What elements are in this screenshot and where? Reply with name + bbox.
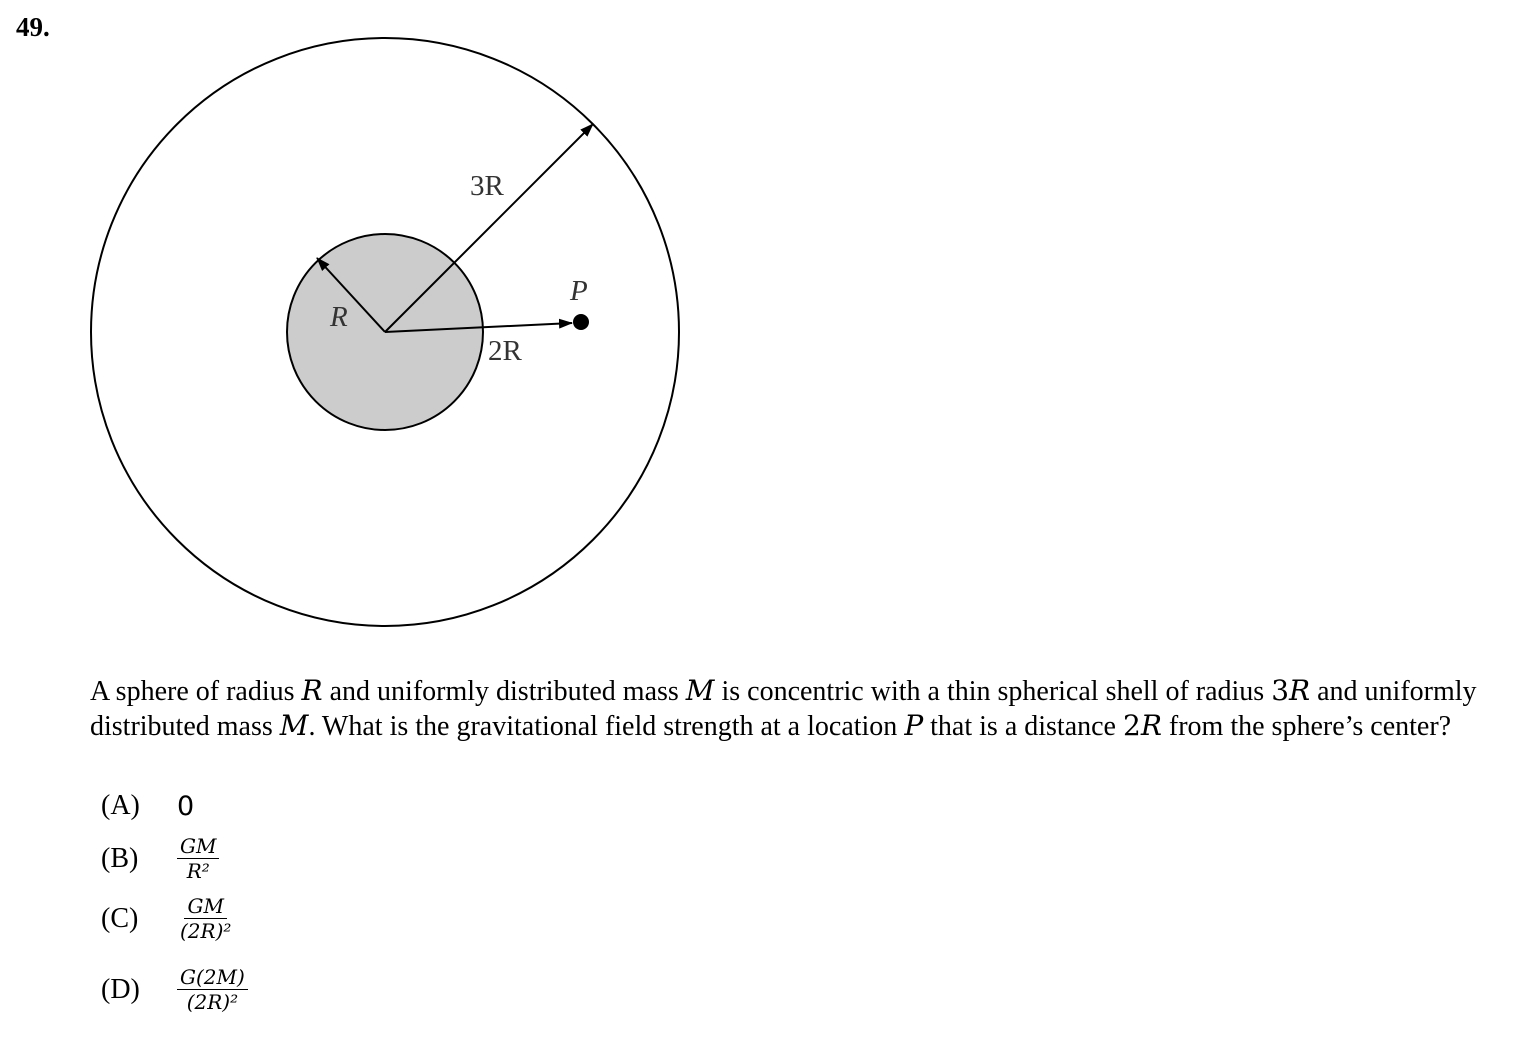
point-p-dot bbox=[573, 314, 589, 330]
choice-a-label: (A) bbox=[101, 790, 140, 821]
choice-c-label: (C) bbox=[101, 902, 139, 934]
choice-b-fraction bbox=[177, 834, 219, 883]
choice-d-denominator: (2R)² bbox=[186, 990, 239, 1014]
choice-c-fraction bbox=[177, 894, 234, 943]
choice-d-label: (D) bbox=[101, 973, 140, 1005]
choice-a-value: 0 bbox=[177, 790, 195, 822]
label-p: P bbox=[570, 275, 588, 307]
choice-a[interactable] bbox=[101, 790, 194, 822]
choice-b-label: (B) bbox=[101, 842, 139, 874]
label-r: R bbox=[330, 301, 348, 333]
choice-b[interactable] bbox=[101, 834, 219, 883]
label-2r: 2R bbox=[488, 335, 522, 367]
choice-d-numerator: G(2M) bbox=[177, 965, 248, 990]
label-3r: 3R bbox=[470, 170, 504, 202]
choice-d[interactable] bbox=[101, 965, 248, 1014]
choice-c-denominator: (2R)² bbox=[180, 919, 232, 943]
choice-c-numerator: GM bbox=[184, 894, 226, 919]
question-stem: A sphere of radius R and uniformly distributed mass M is concentric with a thin spherical shell of radius 3R and uniformly distributed mass M. What is the gravitational field strength at a location P that is a distance 2R from the sphere’s center? bbox=[90, 674, 1477, 742]
choice-d-fraction bbox=[177, 965, 248, 1014]
choice-b-denominator: R² bbox=[186, 859, 210, 883]
radius-3r-arrow bbox=[385, 124, 593, 332]
choice-c[interactable] bbox=[101, 894, 234, 943]
concentric-sphere-diagram bbox=[0, 0, 760, 650]
choice-b-numerator: GM bbox=[177, 834, 219, 859]
question-number: 49. bbox=[16, 12, 50, 42]
